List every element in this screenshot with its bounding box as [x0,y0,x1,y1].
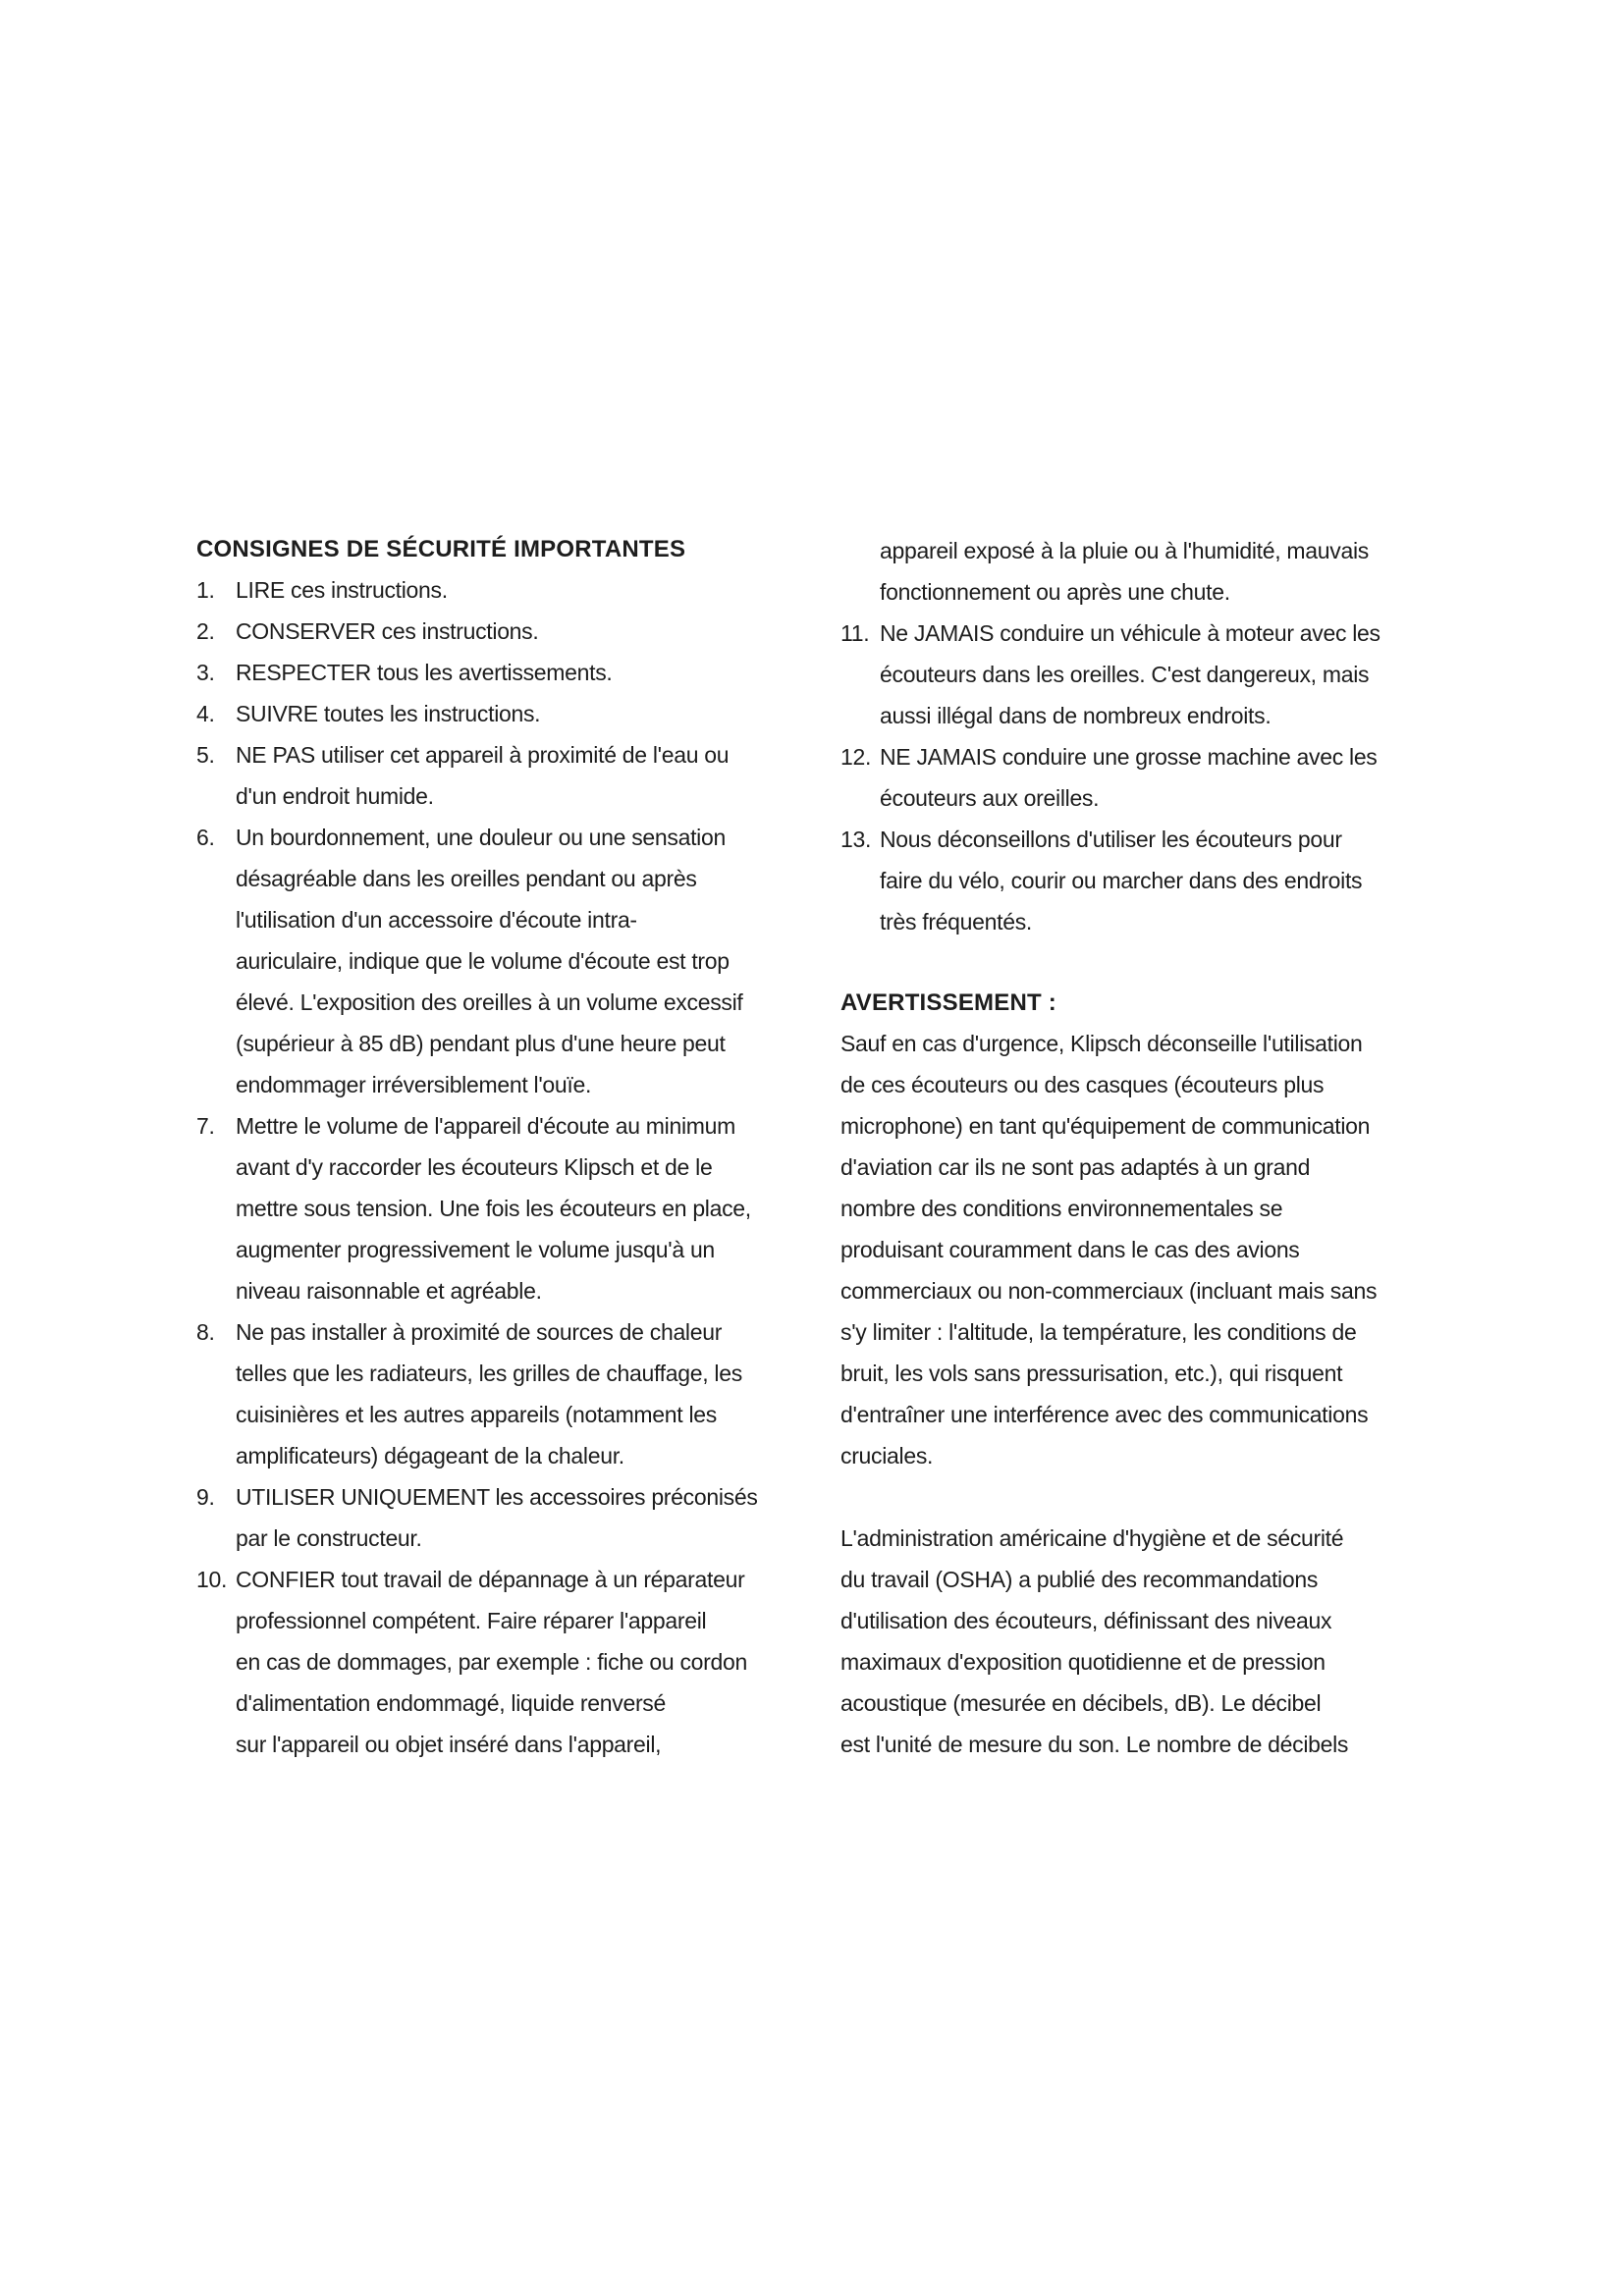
list-item-text-line: (supérieur à 85 dB) pendant plus d'une heure peut [236,1031,726,1056]
warning-text-line: cruciales. [840,1443,934,1468]
list-item [196,1311,785,1476]
list-item-text-line: Mettre le volume de l'appareil d'écoute au minimum [236,1113,735,1139]
list-item-text-line: en cas de dommages, par exemple : fiche ou cordon [236,1649,747,1675]
list-item-text-line: auriculaire, indique que le volume d'écoute est trop [236,948,730,974]
left-column [196,530,785,1765]
list-item-text-line: cuisinières et les autres appareils (notamment les [236,1402,717,1427]
osha-text-line: d'utilisation des écouteurs, définissant des niveaux [840,1608,1332,1633]
spacer [840,1476,1430,1518]
list-item-text-line: faire du vélo, courir ou marcher dans des endroits [880,868,1363,893]
osha-text-line: maximaux d'exposition quotidienne et de pression [840,1649,1326,1675]
list-item-text-line: CONFIER tout travail de dépannage à un réparateur [236,1567,745,1592]
osha-paragraph [840,1518,1430,1765]
list-item-number: 9. [196,1484,215,1510]
safety-heading: CONSIGNES DE SÉCURITÉ IMPORTANTES [196,536,686,562]
list-item-text-line: Ne JAMAIS conduire un véhicule à moteur avec les [880,620,1380,646]
warning-text-line: nombre des conditions environnementales se [840,1196,1283,1221]
list-item-number: 7. [196,1113,215,1139]
list-item-text-line: Nous déconseillons d'utiliser les écouteurs pour [880,827,1342,852]
list-item-number: 10. [196,1567,228,1592]
list-item-text-line: NE JAMAIS conduire une grosse machine avec les [880,744,1378,770]
list-item-text-line: RESPECTER tous les avertissements. [236,660,613,685]
continuation-line: fonctionnement ou après une chute. [880,579,1230,605]
list-item-text-line: écouteurs dans les oreilles. C'est dangereux, mais [880,662,1370,687]
list-item-text-line: LIRE ces instructions. [236,577,448,603]
list-item-number: 1. [196,577,215,603]
list-item [196,652,785,693]
list-item-text-line: UTILISER UNIQUEMENT les accessoires préconisés [236,1484,758,1510]
list-item-text-line: Ne pas installer à proximité de sources de chaleur [236,1319,723,1345]
list-item-text-line: telles que les radiateurs, les grilles de chauffage, les [236,1361,742,1386]
list-item-number: 12. [840,744,872,770]
list-item [196,611,785,652]
spacer [840,942,1430,984]
warning-paragraph [840,1023,1430,1476]
list-item-text-line: l'utilisation d'un accessoire d'écoute intra- [236,907,637,933]
osha-text-line: du travail (OSHA) a publié des recommandations [840,1567,1319,1592]
list-item [196,693,785,734]
list-item-number: 3. [196,660,215,685]
list-item-text-line: mettre sous tension. Une fois les écouteurs en place, [236,1196,751,1221]
safety-instructions-list [196,569,785,1765]
list-item-number: 4. [196,701,215,726]
item-10-continuation [840,530,1430,613]
list-item-number: 11. [840,620,870,646]
list-item-text-line: amplificateurs) dégageant de la chaleur. [236,1443,624,1468]
list-item-text-line: sur l'appareil ou objet inséré dans l'appareil, [236,1732,662,1757]
warning-text-line: produisant couramment dans le cas des avions [840,1237,1300,1262]
osha-text-line: acoustique (mesurée en décibels, dB). Le décibel [840,1690,1322,1716]
list-item-text-line: très fréquentés. [880,909,1033,934]
list-item-text-line: professionnel compétent. Faire réparer l'appareil [236,1608,707,1633]
list-item-number: 13. [840,827,872,852]
list-item-text-line: CONSERVER ces instructions. [236,618,539,644]
list-item [196,569,785,611]
list-item-text-line: Un bourdonnement, une douleur ou une sensation [236,825,726,850]
warning-text-line: commerciaux ou non-commerciaux (incluant mais sans [840,1278,1378,1304]
list-item-text-line: d'un endroit humide. [236,783,434,809]
warning-text-line: Sauf en cas d'urgence, Klipsch déconseille l'utilisation [840,1031,1363,1056]
list-item [840,613,1430,736]
list-item-text-line: augmenter progressivement le volume jusqu'à un [236,1237,715,1262]
list-item-text-line: NE PAS utiliser cet appareil à proximité de l'eau ou [236,742,730,768]
list-item-number: 2. [196,618,215,644]
right-column [840,530,1430,1765]
list-item-text-line: par le constructeur. [236,1525,422,1551]
list-item [840,736,1430,819]
list-item-number: 8. [196,1319,215,1345]
list-item-text-line: endommager irréversiblement l'ouïe. [236,1072,592,1097]
safety-instructions-list-continued [840,613,1430,942]
warning-text-line: s'y limiter : l'altitude, la température, les conditions de [840,1319,1357,1345]
list-item-text-line: d'alimentation endommagé, liquide renversé [236,1690,667,1716]
list-item-text-line: SUIVRE toutes les instructions. [236,701,541,726]
warning-heading: AVERTISSEMENT : [840,989,1056,1016]
osha-text-line: est l'unité de mesure du son. Le nombre de décibels [840,1732,1349,1757]
list-item-number: 6. [196,825,215,850]
list-item [196,734,785,817]
list-item-text-line: élevé. L'exposition des oreilles à un volume excessif [236,989,743,1015]
list-item-number: 5. [196,742,215,768]
osha-text-line: L'administration américaine d'hygiène et de sécurité [840,1525,1344,1551]
warning-text-line: bruit, les vols sans pressurisation, etc.), qui risquent [840,1361,1343,1386]
list-item-text-line: aussi illégal dans de nombreux endroits. [880,703,1272,728]
list-item-text-line: avant d'y raccorder les écouteurs Klipsch et de le [236,1154,713,1180]
list-item [196,1105,785,1311]
list-item [196,817,785,1105]
list-item [840,819,1430,942]
warning-text-line: microphone) en tant qu'équipement de communication [840,1113,1371,1139]
warning-text-line: d'entraîner une interférence avec des communications [840,1402,1369,1427]
warning-text-line: d'aviation car ils ne sont pas adaptés à un grand [840,1154,1311,1180]
continuation-line: appareil exposé à la pluie ou à l'humidité, mauvais [880,538,1369,563]
warning-text-line: de ces écouteurs ou des casques (écouteurs plus [840,1072,1325,1097]
list-item [196,1476,785,1559]
list-item-text-line: désagréable dans les oreilles pendant ou après [236,866,697,891]
list-item-text-line: niveau raisonnable et agréable. [236,1278,542,1304]
list-item [196,1559,785,1765]
list-item-text-line: écouteurs aux oreilles. [880,785,1100,811]
